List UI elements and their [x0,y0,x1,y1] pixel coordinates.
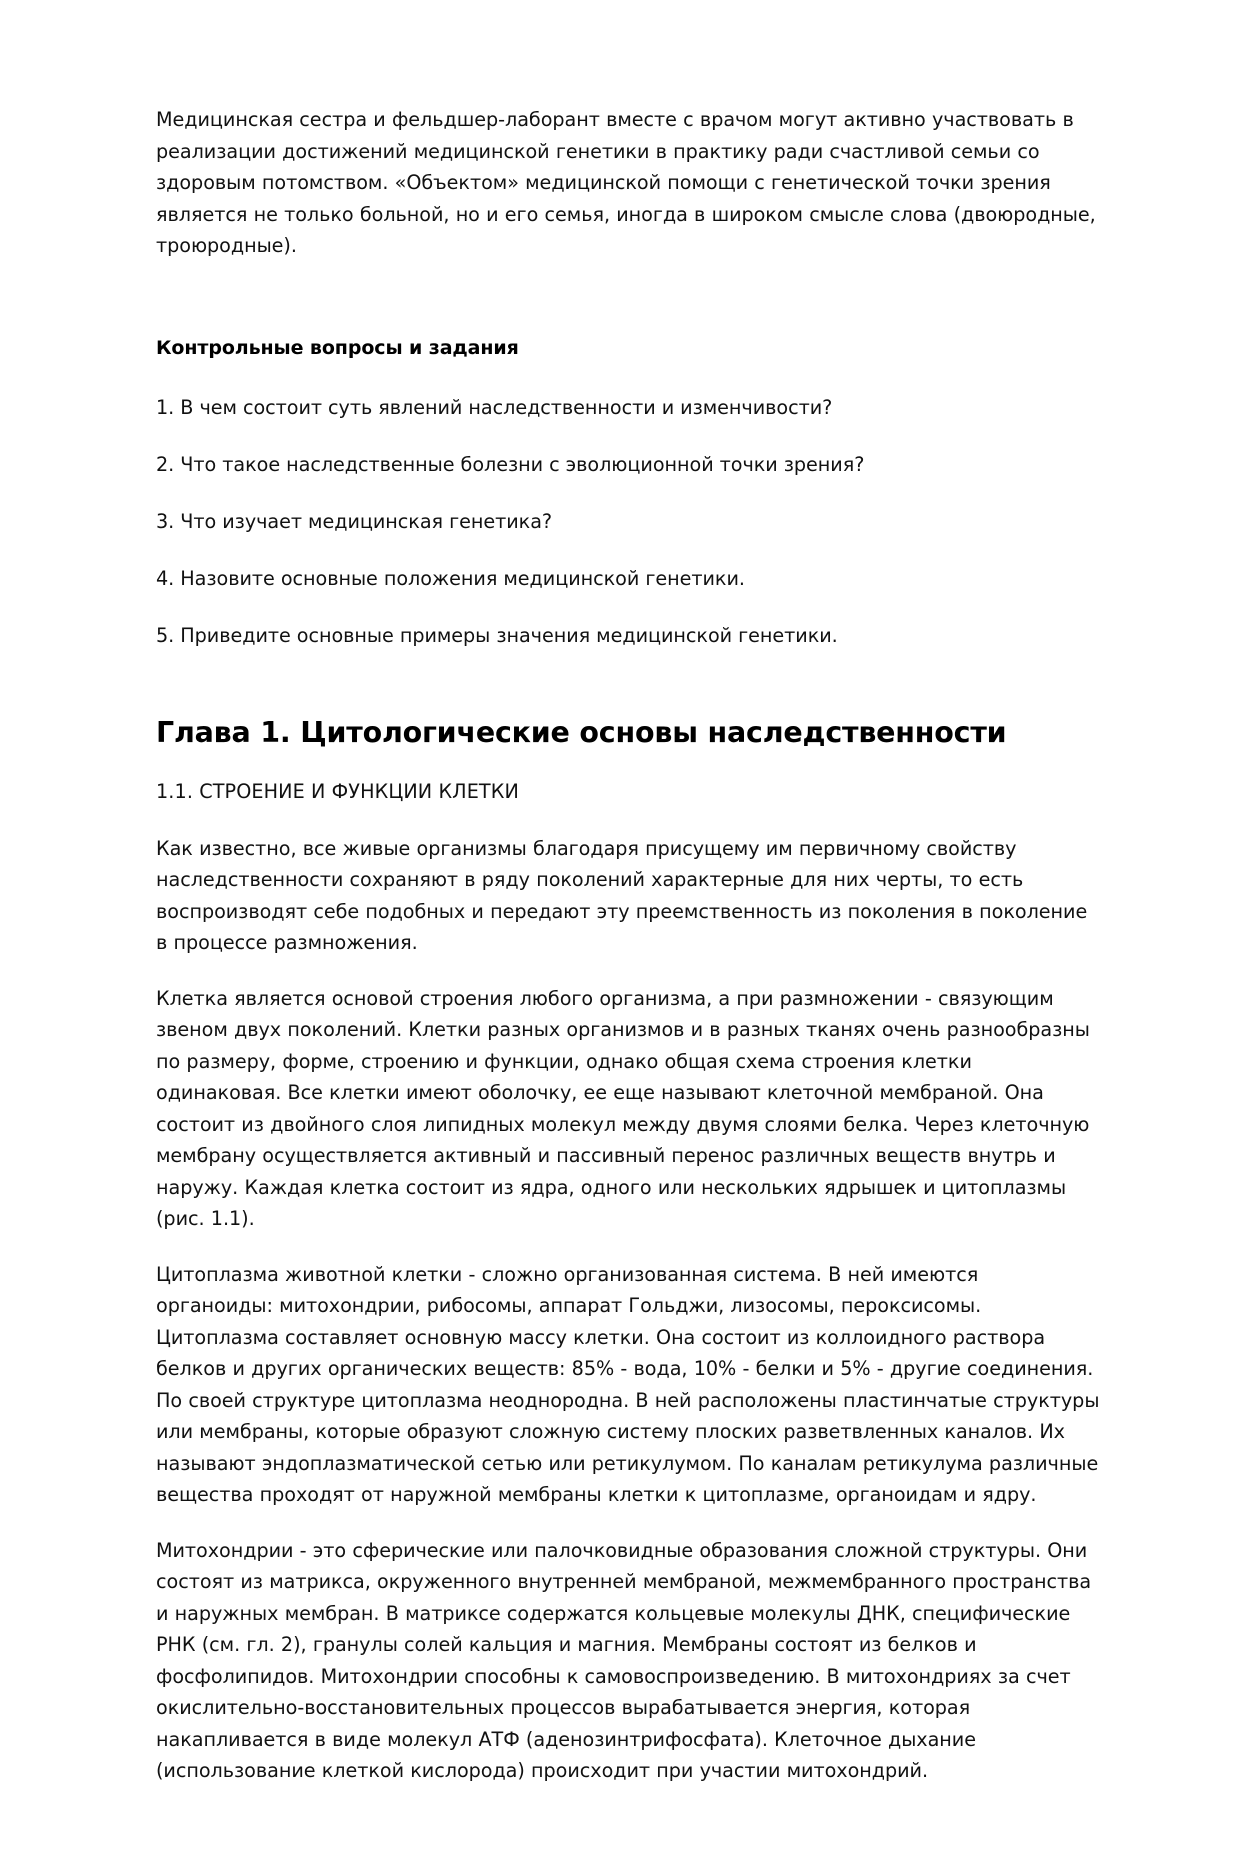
question-number: 5. [156,623,175,647]
body-paragraph: Клетка является основой строения любого организма, а при размножении - связующим звеном двух поколений. Клетки разных организмов и в разных тканях очень разнообразны по размеру, форме, строению и функции, однако общая схема строения клетки одинаковая. Все клетки имеют оболочку, ее еще называют клеточной мембраной. Она состоит из двойного слоя липидных молекул между двумя слоями белка. Через клеточную мембрану осуществляется активный и пассивный перенос различных веществ внутрь и наружу. Каждая клетка состоит из ядра, одного или нескольких ядрышек и цитоплазмы (рис. 1.1). [156,986,1090,1230]
body-paragraph: Цитоплазма животной клетки - сложно организованная система. В ней имеются органоиды: митохондрии, рибосомы, аппарат Гольджи, лизосомы, пероксисомы. Цитоплазма составляет основную массу клетки. Она состоит из коллоидного раствора белков и других органических веществ: 85% - вода, 10% - белки и 5% - другие соединения. По своей структуре цитоплазма неоднородна. В ней расположены пластинчатые структуры или мембраны, которые образуют сложную систему плоских разветвленных каналов. Их называют эндоплазматической сетью или ретикулумом. По каналам ретикулума различные вещества проходят от наружной мембраны клетки к цитоплазме, органоидам и ядру. [156,1262,1100,1506]
question-text: Назовите основные положения медицинской генетики. [180,566,745,590]
body-paragraph: Митохондрии - это сферические или палочковидные образования сложной структуры. Они состоят из матрикса, окруженного внутренней мембраной, межмембранного пространства и наружных мембран. В матриксе содержатся кольцевые молекулы ДНК, специфические РНК (см. гл. 2), гранулы солей кальция и магния. Мембраны состоят из белков и фосфолипидов. Митохондрии способны к самовоспроизведению. В митохондриях за счет окислительно-восстановительных процессов вырабатывается энергия, которая накапливается в виде молекул АТФ (аденозинтрифосфата). Клеточное дыхание (использование клеткой кислорода) происходит при участии митохондрий. [156,1538,1092,1782]
question-number: 1. [156,395,175,419]
question-item [156,507,1100,537]
chapter-spacer-extra [156,699,1100,715]
question-item [156,450,1100,480]
chapter-spacer [156,651,1100,699]
body-paragraph: Как известно, все живые организмы благодаря присущему им первичному свойству наследственности сохраняют в ряду поколений характерные для них черты, то есть воспроизводят себе подобных и передают эту преемственность из поколения в поколение в процессе размножения. [156,836,1088,954]
control-questions-list [156,393,1100,651]
question-text: Что изучает медицинская генетика? [180,509,553,533]
section-spacer [156,286,1100,334]
question-number: 3. [156,509,175,533]
section-title: 1.1. СТРОЕНИЕ И ФУНКЦИИ КЛЕТКИ [156,779,519,803]
document-body [156,104,1100,1787]
question-number: 2. [156,452,175,476]
question-item [156,621,1100,651]
intro-paragraph: Медицинская сестра и фельдшер-лаборант вместе с врачом могут активно участвовать в реализации достижений медицинской генетики в практику ради счастливой семьи со здоровым потомством. «Объектом» медицинской помощи с генетической точки зрения является не только больной, но и его семья, иногда в широком смысле слова (двоюродные, троюродные). [156,108,1096,257]
chapter-title: Глава 1. Цитологические основы наследственности [156,715,1007,749]
question-item [156,393,1100,423]
question-number: 4. [156,566,175,590]
question-item [156,564,1100,594]
question-text: Что такое наследственные болезни с эволюционной точки зрения? [180,452,865,476]
question-text: Приведите основные примеры значения медицинской генетики. [180,623,838,647]
control-questions-heading: Контрольные вопросы и задания [156,336,519,359]
question-text: В чем состоит суть явлений наследственности и изменчивости? [180,395,833,419]
